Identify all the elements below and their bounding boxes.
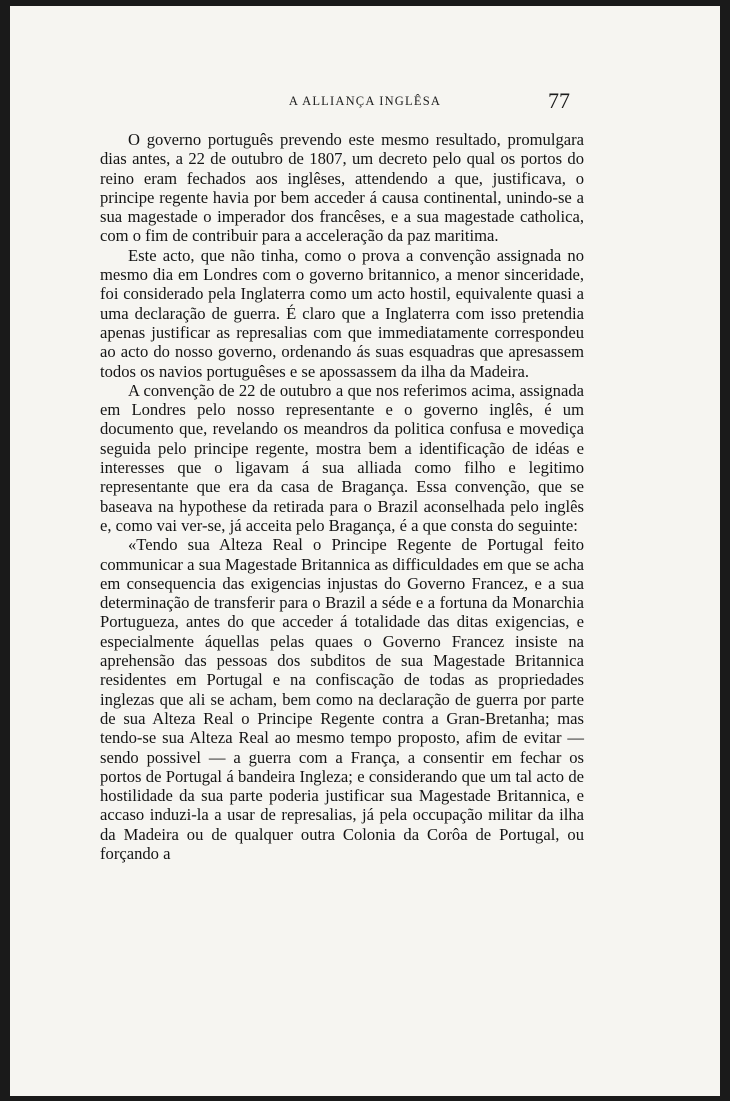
paragraph-decree: O governo português prevendo este mesmo resultado, promulgara dias antes, a 22 de outubro de 1807, um decreto pelo qual os portos do reino eram fechados aos inglêses, attendendo a que, justificava, o principe regente havia por bem acceder á causa continental, unindo-se a sua magestade o imperador dos francêses, e a sua magestade catholica, com o fim de contribuir para a acceleração da paz maritima. xyxy=(100,130,584,246)
running-title: A ALLIANÇA INGLÊSA xyxy=(288,94,442,108)
paragraph-hostile-act: Este acto, que não tinha, como o prova a convenção assignada no mesmo dia em Londres com o governo britannico, a menor sinceridade, foi considerado pela Inglaterra como um acto hostil, equivalente quasi a uma declaração de guerra. É claro que a Inglaterra com isso pretendia apenas justificar as represalias com que immediatamente correspondeu ao acto do nosso governo, ordenando ás suas esquadras que apresassem todos os navios portuguêses e se apossassem da ilha da Madeira. xyxy=(100,245,584,381)
body-text xyxy=(100,130,584,863)
running-head xyxy=(10,88,720,116)
paragraph-convention-quote: «Tendo sua Alteza Real o Principe Regente de Portugal feito communicar a sua Magestade Britannica as difficuldades em que se acha em consequencia das exigencias injustas do Governo Francez, e a sua determinação de transferir para o Brazil a séde e a fortuna da Monarchia Portugueza, antes do que acceder á totalidade das ditas exigencias, e especialmente áquellas pelas quaes o Governo Francez insiste na aprehensão das pessoas dos subditos de sua Magestade Britannica residentes em Portugal e na confiscação de todas as propriedades inglezas que ali se acham, bem como na declaração de guerra por parte de sua Alteza Real o Principe Regente contra a Gran-Bretanha; mas tendo-se sua Alteza Real ao mesmo tempo proposto, afim de evitar — sendo possivel — a guerra com a França, a consentir em fechar os portos de Portugal á bandeira Ingleza; e considerando que um tal acto de hostilidade da sua parte poderia justificar sua Magestade Britannica, e accaso induzi-la a usar de represalias, já pela occupação militar da ilha da Madeira ou de qualquer outra Colonia da Corôa de Portugal, ou forçando a xyxy=(100,535,584,863)
page-number: 77 xyxy=(548,88,570,113)
paragraph-convention: A convenção de 22 de outubro a que nos referimos acima, assignada em Londres pelo nosso representante e o governo inglês, é um documento que, revelando os meandros da politica confusa e movediça seguida pelo principe regente, mostra bem a identificação de idéas e interesses que o ligavam á sua alliada como filho e legitimo representante que era da casa de Bragança. Essa convenção, que se baseava na hypothese da retirada para o Brazil aconselhada pelo inglês e, como vai ver-se, já acceita pelo Bragança, é a que consta do seguinte: xyxy=(100,380,584,535)
book-page xyxy=(10,6,720,1096)
